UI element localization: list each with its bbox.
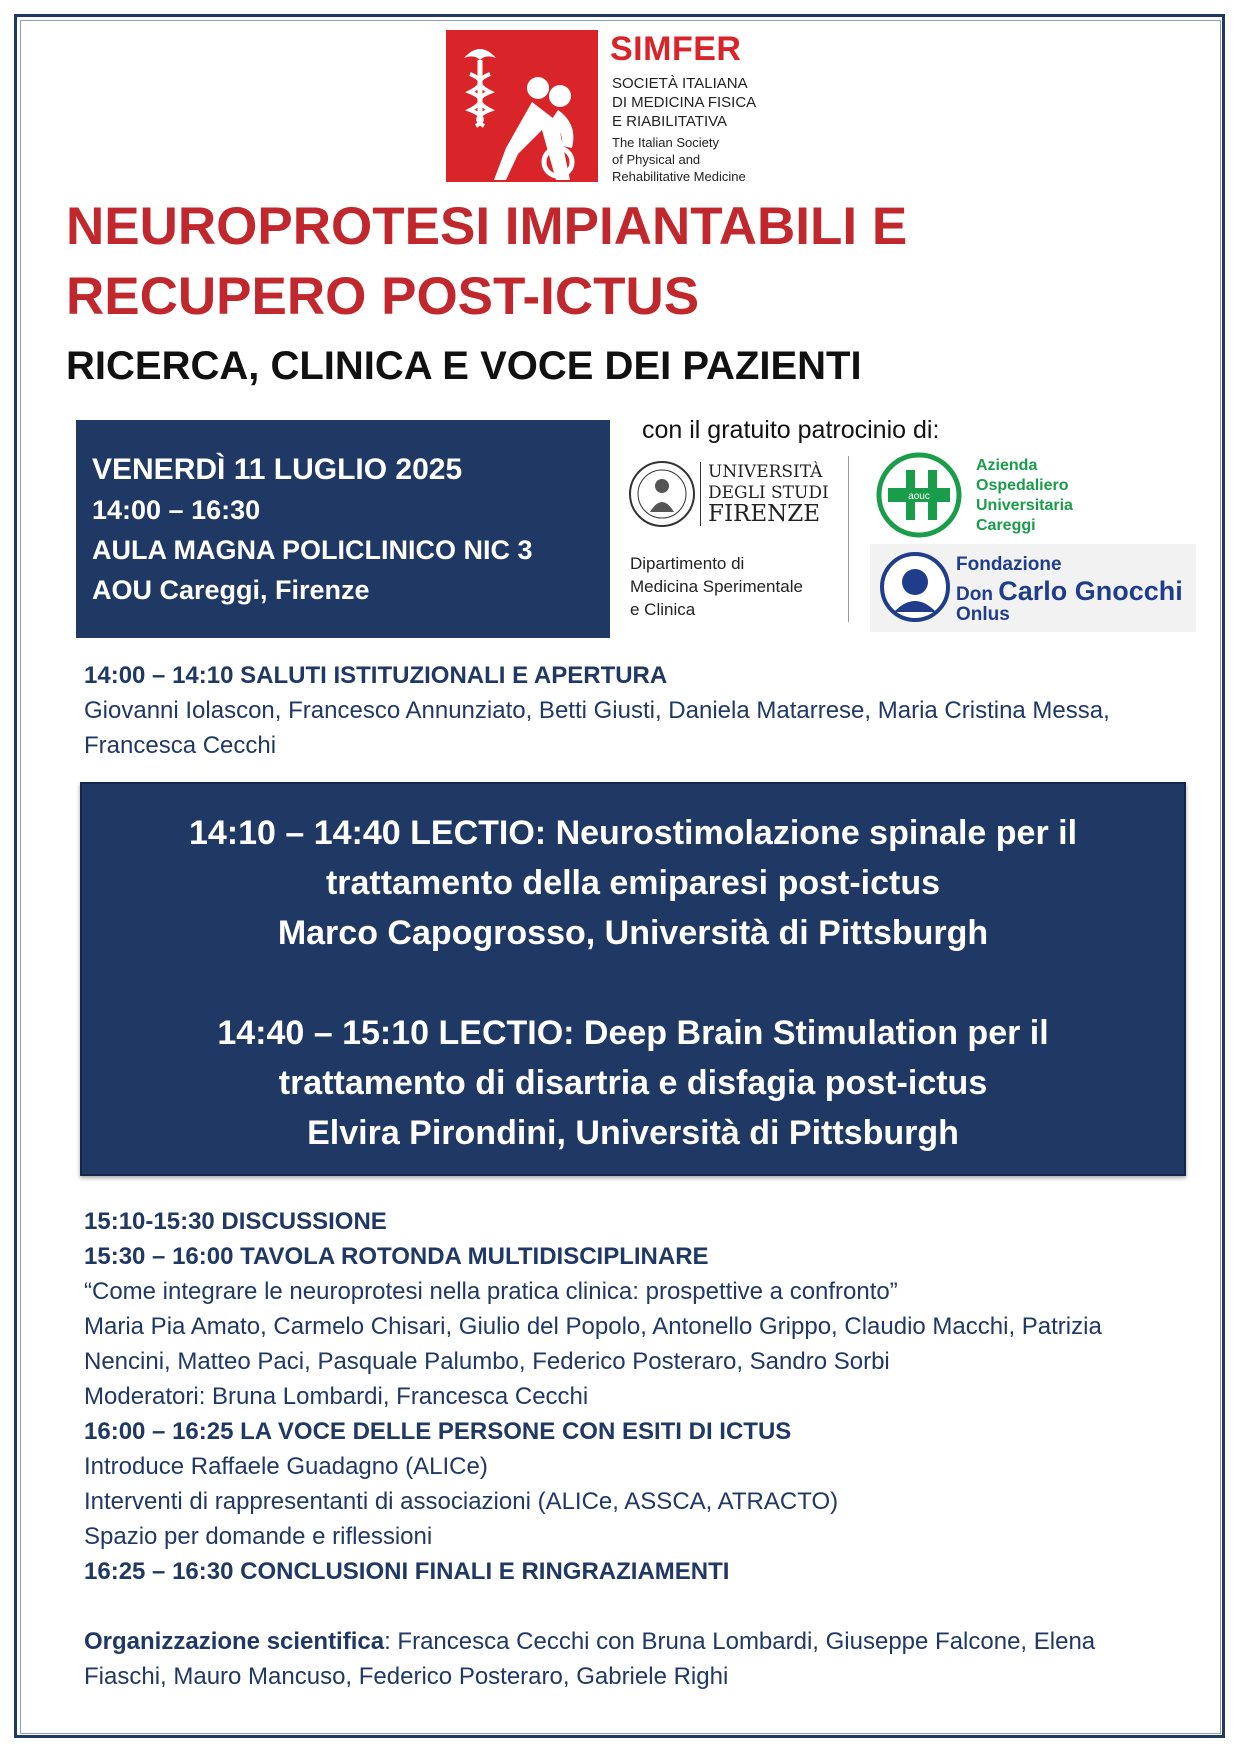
gnocchi-line2 <box>956 576 1183 607</box>
program-opening <box>84 658 1164 763</box>
event-venue: AULA MAGNA POLICLINICO NIC 3 <box>92 535 533 565</box>
patronage-divider <box>848 456 849 622</box>
page-title: NEUROPROTESI IMPIANTABILI E RECUPERO POST-ICTUS <box>66 197 908 326</box>
round-table-moderators: Moderatori: Bruna Lombardi, Francesca Cecchi <box>84 1383 589 1410</box>
simfer-emblem-icon <box>446 30 598 182</box>
event-location: AOU Careggi, Firenze <box>92 575 370 605</box>
unifi-seal-icon <box>628 460 696 528</box>
unifi-logo <box>628 460 838 620</box>
opening-speakers: Giovanni Iolascon, Francesco Annunziato, Betti Giusti, Daniela Matarrese, Maria Cristina Messa, Francesca Cecchi <box>84 697 1110 759</box>
unifi-department: Dipartimento di Medicina Sperimentale e Clinica <box>630 554 803 619</box>
lectio2-speaker: Elvira Pirondini, Università di Pittsburgh <box>307 1114 959 1152</box>
unifi-name-line2: DEGLI STUDI <box>708 483 829 503</box>
lectio2-line1: 14:40 – 15:10 LECTIO: Deep Brain Stimulation per il <box>217 1014 1049 1052</box>
voices-heading: 16:00 – 16:25 LA VOCE DELLE PERSONE CON ESITI DI ICTUS <box>84 1418 792 1445</box>
simfer-italian-name: SOCIETÀ ITALIANA DI MEDICINA FISICA E RIABILITATIVA <box>612 75 757 130</box>
aouc-logo <box>876 452 1116 538</box>
closing-heading: 16:25 – 16:30 CONCLUSIONI FINALI E RINGRAZIAMENTI <box>84 1558 730 1585</box>
round-table-heading: 15:30 – 16:00 TAVOLA ROTONDA MULTIDISCIPLINARE <box>84 1243 709 1270</box>
event-date: VENERDÌ 11 LUGLIO 2025 <box>92 453 463 486</box>
patronage-label: con il gratuito patrocinio di: <box>642 416 940 444</box>
event-time: 14:00 – 16:30 <box>92 495 261 525</box>
lectio-spacer <box>82 958 1184 1008</box>
discussion-heading: 15:10-15:30 DISCUSSIONE <box>84 1208 387 1235</box>
round-table-quote: “Come integrare le neuroprotesi nella pratica clinica: prospettive a confronto” <box>84 1278 898 1305</box>
lectio1-speaker: Marco Capogrosso, Università di Pittsburgh <box>277 914 989 952</box>
gnocchi-carlo: Carlo Gnocchi <box>998 576 1183 606</box>
lectio1-line1: 14:10 – 14:40 LECTIO: Neurostimolazione spinale per il <box>188 814 1078 852</box>
lectio1-line2: trattamento della emiparesi post-ictus <box>325 864 941 902</box>
program-afternoon <box>84 1204 1184 1589</box>
organization <box>84 1624 1184 1694</box>
lectio-box <box>80 782 1186 1176</box>
opening-heading: 14:00 – 14:10 SALUTI ISTITUZIONALI E APERTURA <box>84 662 668 689</box>
organization-names: : Francesca Cecchi con Bruna Lombardi, Giuseppe Falcone, Elena Fiaschi, Mauro Mancuso, Federico Posteraro, Gabriele Righi <box>84 1628 1096 1690</box>
gnocchi-line3: Onlus <box>956 604 1010 625</box>
lectio2-line2: trattamento di disartria e disfagia post-ictus <box>278 1064 988 1102</box>
unifi-name-line1: UNIVERSITÀ <box>708 462 823 482</box>
gnocchi-portrait-icon <box>880 552 950 622</box>
voices-intro: Introduce Raffaele Guadagno (ALICe) <box>84 1453 488 1480</box>
simfer-name: SIMFER <box>610 30 742 68</box>
event-info-box <box>76 420 610 638</box>
page-subtitle: RICERCA, CLINICA E VOCE DEI PAZIENTI <box>66 344 862 388</box>
unifi-name <box>708 462 848 527</box>
organization-label: Organizzazione scientifica <box>84 1628 385 1655</box>
simfer-english-name: The Italian Society of Physical and Rehabilitative Medicine <box>612 135 746 184</box>
simfer-logo <box>446 30 766 182</box>
gnocchi-don: Don <box>956 584 993 605</box>
svg-text:aouc: aouc <box>908 491 930 502</box>
aouc-emblem-icon <box>876 452 962 538</box>
round-table-speakers: Maria Pia Amato, Carmelo Chisari, Giulio del Popolo, Antonello Grippo, Claudio Macchi, Patrizia Nencini, Matteo Paci, Pasquale Palumbo, Federico Posteraro, Sandro Sorbi <box>84 1313 1102 1375</box>
voices-interventions: Interventi di rappresentanti di associazioni (ALICe, ASSCA, ATRACTO) <box>84 1488 839 1515</box>
aouc-name: Azienda Ospedaliero Universitaria Careggi <box>976 457 1073 534</box>
gnocchi-logo <box>870 544 1196 632</box>
gnocchi-line1: Fondazione <box>956 554 1062 575</box>
unifi-name-line3: FIRENZE <box>708 501 821 527</box>
voices-questions: Spazio per domande e riflessioni <box>84 1523 433 1550</box>
unifi-divider <box>700 462 701 526</box>
